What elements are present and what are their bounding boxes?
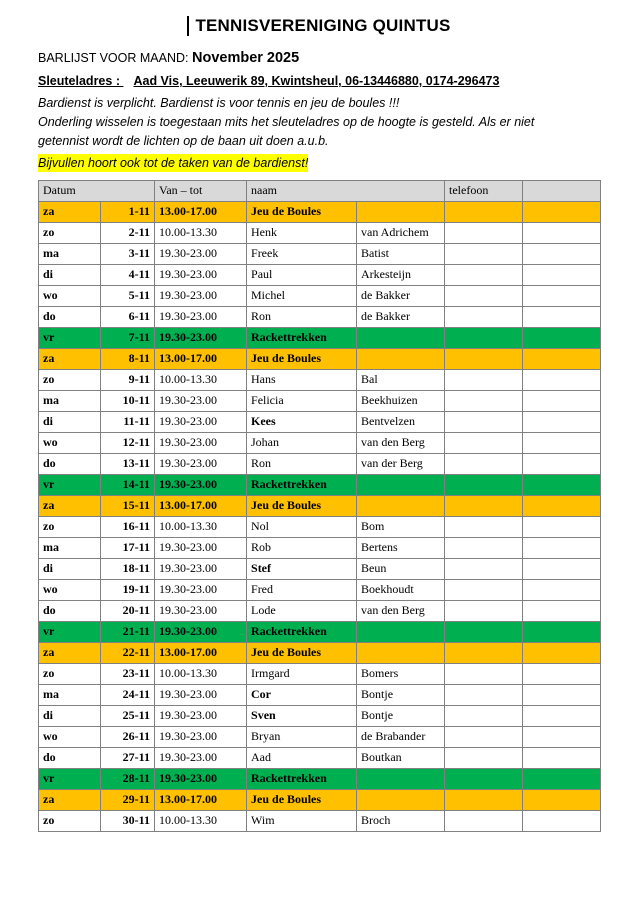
cell-phone (445, 558, 523, 579)
table-row[interactable] (39, 411, 601, 432)
cell-phone (445, 768, 523, 789)
note-line-1: Bardienst is verplicht. Bardienst is voor tennis en jeu de boules !!! (38, 96, 400, 111)
cell-firstname: Paul (247, 264, 357, 285)
table-row[interactable] (39, 600, 601, 621)
cell-phone (445, 642, 523, 663)
cell-time: 19.30-23.00 (155, 705, 247, 726)
cell-extra (523, 495, 601, 516)
table-row[interactable] (39, 222, 601, 243)
cell-extra (523, 642, 601, 663)
cell-weekday: zo (39, 810, 101, 831)
table-row[interactable] (39, 327, 601, 348)
cell-firstname: Bryan (247, 726, 357, 747)
cell-firstname: Sven (247, 705, 357, 726)
cell-phone (445, 306, 523, 327)
cell-lastname (357, 789, 445, 810)
cell-lastname: van den Berg (357, 600, 445, 621)
cell-weekday: zo (39, 369, 101, 390)
table-row[interactable] (39, 453, 601, 474)
cell-lastname: Boutkan (357, 747, 445, 768)
cell-firstname: Henk (247, 222, 357, 243)
cell-time: 19.30-23.00 (155, 432, 247, 453)
cell-phone (445, 222, 523, 243)
cell-time: 10.00-13.30 (155, 516, 247, 537)
cell-firstname: Jeu de Boules (247, 348, 357, 369)
cell-date: 9-11 (101, 369, 155, 390)
table-row[interactable] (39, 705, 601, 726)
cell-lastname: de Brabander (357, 726, 445, 747)
cell-firstname: Nol (247, 516, 357, 537)
cell-phone (445, 201, 523, 222)
cell-firstname: Ron (247, 453, 357, 474)
cell-extra (523, 684, 601, 705)
cell-firstname: Felicia (247, 390, 357, 411)
cell-date: 5-11 (101, 285, 155, 306)
cell-phone (445, 621, 523, 642)
cell-lastname: Boekhoudt (357, 579, 445, 600)
cell-phone (445, 600, 523, 621)
document-meta (38, 48, 600, 172)
cell-weekday: vr (39, 768, 101, 789)
cell-time: 10.00-13.30 (155, 810, 247, 831)
cell-lastname (357, 348, 445, 369)
cell-date: 26-11 (101, 726, 155, 747)
cell-date: 10-11 (101, 390, 155, 411)
cell-time: 19.30-23.00 (155, 600, 247, 621)
cell-extra (523, 411, 601, 432)
cell-phone (445, 390, 523, 411)
table-row[interactable] (39, 579, 601, 600)
cell-weekday: wo (39, 579, 101, 600)
table-row[interactable] (39, 642, 601, 663)
cell-extra (523, 222, 601, 243)
cell-date: 17-11 (101, 537, 155, 558)
table-row[interactable] (39, 285, 601, 306)
cell-weekday: di (39, 264, 101, 285)
cell-time: 10.00-13.30 (155, 369, 247, 390)
cell-date: 15-11 (101, 495, 155, 516)
cell-lastname: Bal (357, 369, 445, 390)
cell-extra (523, 306, 601, 327)
table-row[interactable] (39, 810, 601, 831)
cell-weekday: za (39, 789, 101, 810)
cell-firstname: Rackettrekken (247, 621, 357, 642)
cell-extra (523, 621, 601, 642)
cell-date: 30-11 (101, 810, 155, 831)
cell-firstname: Freek (247, 243, 357, 264)
schedule-table (38, 180, 601, 832)
cell-lastname: Arkesteijn (357, 264, 445, 285)
cell-date: 16-11 (101, 516, 155, 537)
cell-date: 8-11 (101, 348, 155, 369)
cell-time: 19.30-23.00 (155, 474, 247, 495)
cell-lastname: Bontje (357, 684, 445, 705)
cell-phone (445, 474, 523, 495)
cell-date: 1-11 (101, 201, 155, 222)
cell-date: 3-11 (101, 243, 155, 264)
cell-extra (523, 747, 601, 768)
cell-extra (523, 558, 601, 579)
cell-extra (523, 390, 601, 411)
cell-time: 19.30-23.00 (155, 411, 247, 432)
table-row[interactable] (39, 348, 601, 369)
column-header-van-tot: Van – tot (155, 180, 247, 201)
cell-weekday: wo (39, 432, 101, 453)
cell-lastname: Bontje (357, 705, 445, 726)
cell-firstname: Rackettrekken (247, 327, 357, 348)
bar-month-line (38, 48, 600, 69)
cell-date: 19-11 (101, 579, 155, 600)
cell-time: 19.30-23.00 (155, 684, 247, 705)
cell-firstname: Stef (247, 558, 357, 579)
table-row[interactable] (39, 621, 601, 642)
cell-time: 19.30-23.00 (155, 579, 247, 600)
cell-lastname: Bentvelzen (357, 411, 445, 432)
table-row[interactable] (39, 747, 601, 768)
cell-phone (445, 369, 523, 390)
column-header-extra (523, 180, 601, 201)
cell-firstname: Jeu de Boules (247, 642, 357, 663)
table-row[interactable] (39, 243, 601, 264)
table-row[interactable] (39, 201, 601, 222)
cell-weekday: do (39, 600, 101, 621)
cell-lastname: Broch (357, 810, 445, 831)
cell-date: 23-11 (101, 663, 155, 684)
cell-lastname: de Bakker (357, 285, 445, 306)
cell-time: 19.30-23.00 (155, 264, 247, 285)
cell-firstname: Rackettrekken (247, 474, 357, 495)
cell-lastname: Beekhuizen (357, 390, 445, 411)
table-row[interactable] (39, 369, 601, 390)
cell-date: 28-11 (101, 768, 155, 789)
highlight-note: Bijvullen hoort ook tot de taken van de bardienst! (38, 154, 308, 172)
cell-lastname: Bom (357, 516, 445, 537)
bar-list-label: BARLIJST VOOR MAAND: (38, 51, 189, 65)
cell-weekday: ma (39, 684, 101, 705)
table-row[interactable] (39, 264, 601, 285)
cell-date: 6-11 (101, 306, 155, 327)
cell-lastname (357, 495, 445, 516)
cell-extra (523, 789, 601, 810)
cell-lastname: Bertens (357, 537, 445, 558)
note-line-2: Onderling wisselen is toegestaan mits het sleuteladres op de hoogte is gesteld. Als er niet (38, 115, 535, 130)
cell-lastname (357, 621, 445, 642)
cell-date: 4-11 (101, 264, 155, 285)
cell-time: 19.30-23.00 (155, 327, 247, 348)
title-row (38, 16, 600, 36)
cell-extra (523, 348, 601, 369)
cell-phone (445, 411, 523, 432)
cell-date: 21-11 (101, 621, 155, 642)
cell-lastname (357, 201, 445, 222)
cell-extra (523, 474, 601, 495)
cell-date: 7-11 (101, 327, 155, 348)
cell-weekday: zo (39, 663, 101, 684)
table-row[interactable] (39, 537, 601, 558)
cell-extra (523, 516, 601, 537)
cell-time: 19.30-23.00 (155, 558, 247, 579)
cell-firstname: Jeu de Boules (247, 201, 357, 222)
cell-extra (523, 663, 601, 684)
cell-weekday: zo (39, 222, 101, 243)
cell-firstname: Wim (247, 810, 357, 831)
table-row[interactable] (39, 663, 601, 684)
cell-time: 10.00-13.30 (155, 663, 247, 684)
cell-time: 19.30-23.00 (155, 537, 247, 558)
cell-extra (523, 432, 601, 453)
cell-phone (445, 747, 523, 768)
key-address-label: Sleuteladres : (38, 74, 120, 89)
cell-time: 19.30-23.00 (155, 453, 247, 474)
cell-weekday: di (39, 411, 101, 432)
cell-firstname: Aad (247, 747, 357, 768)
cell-time: 19.30-23.00 (155, 285, 247, 306)
cell-weekday: do (39, 747, 101, 768)
cell-phone (445, 810, 523, 831)
table-header-row (39, 180, 601, 201)
cell-lastname: Bomers (357, 663, 445, 684)
cell-lastname: van den Berg (357, 432, 445, 453)
cell-time: 13.00-17.00 (155, 201, 247, 222)
cell-weekday: ma (39, 243, 101, 264)
cell-firstname: Michel (247, 285, 357, 306)
cell-firstname: Hans (247, 369, 357, 390)
table-row[interactable] (39, 495, 601, 516)
cell-extra (523, 201, 601, 222)
cell-extra (523, 369, 601, 390)
cell-date: 24-11 (101, 684, 155, 705)
cell-weekday: vr (39, 474, 101, 495)
cell-weekday: ma (39, 537, 101, 558)
cell-lastname (357, 327, 445, 348)
cell-time: 19.30-23.00 (155, 726, 247, 747)
cell-phone (445, 726, 523, 747)
cell-firstname: Fred (247, 579, 357, 600)
table-row[interactable] (39, 516, 601, 537)
cell-date: 27-11 (101, 747, 155, 768)
cell-phone (445, 432, 523, 453)
cell-weekday: di (39, 558, 101, 579)
cell-lastname: Beun (357, 558, 445, 579)
cell-weekday: di (39, 705, 101, 726)
cell-lastname: Batist (357, 243, 445, 264)
table-row[interactable] (39, 474, 601, 495)
cell-phone (445, 285, 523, 306)
cell-phone (445, 348, 523, 369)
cell-phone (445, 327, 523, 348)
cell-extra (523, 768, 601, 789)
cell-extra (523, 579, 601, 600)
cell-firstname: Kees (247, 411, 357, 432)
cell-weekday: wo (39, 726, 101, 747)
cell-lastname: van Adrichem (357, 222, 445, 243)
column-header-naam: naam (247, 180, 445, 201)
cell-weekday: vr (39, 327, 101, 348)
table-row[interactable] (39, 306, 601, 327)
cell-extra (523, 810, 601, 831)
table-row[interactable] (39, 789, 601, 810)
cell-phone (445, 579, 523, 600)
cell-extra (523, 327, 601, 348)
table-row[interactable] (39, 432, 601, 453)
cell-firstname: Cor (247, 684, 357, 705)
cell-date: 22-11 (101, 642, 155, 663)
month-value: November 2025 (191, 50, 300, 66)
cell-phone (445, 264, 523, 285)
table-row[interactable] (39, 558, 601, 579)
cell-extra (523, 243, 601, 264)
cell-phone (445, 537, 523, 558)
cell-extra (523, 537, 601, 558)
table-row[interactable] (39, 684, 601, 705)
cell-date: 11-11 (101, 411, 155, 432)
note-line-3: getennist wordt de lichten op de baan uit doen a.u.b. (38, 134, 329, 149)
cell-firstname: Jeu de Boules (247, 789, 357, 810)
cell-weekday: ma (39, 390, 101, 411)
cell-firstname: Rackettrekken (247, 768, 357, 789)
cell-date: 25-11 (101, 705, 155, 726)
cell-weekday: do (39, 453, 101, 474)
cell-weekday: za (39, 495, 101, 516)
cell-date: 20-11 (101, 600, 155, 621)
cell-extra (523, 285, 601, 306)
cell-firstname: Jeu de Boules (247, 495, 357, 516)
cell-firstname: Irmgard (247, 663, 357, 684)
cell-lastname: de Bakker (357, 306, 445, 327)
cell-lastname: van der Berg (357, 453, 445, 474)
cell-lastname (357, 642, 445, 663)
cell-weekday: za (39, 201, 101, 222)
cell-extra (523, 705, 601, 726)
cell-time: 13.00-17.00 (155, 789, 247, 810)
cell-time: 13.00-17.00 (155, 348, 247, 369)
key-address-value: Aad Vis, Leeuwerik 89, Kwintsheul, 06-13446880, 0174-296473 (133, 74, 500, 89)
cell-phone (445, 516, 523, 537)
cell-time: 10.00-13.30 (155, 222, 247, 243)
table-row[interactable] (39, 768, 601, 789)
cell-date: 14-11 (101, 474, 155, 495)
cell-time: 13.00-17.00 (155, 642, 247, 663)
cell-phone (445, 684, 523, 705)
cell-firstname: Lode (247, 600, 357, 621)
cell-date: 13-11 (101, 453, 155, 474)
cell-phone (445, 243, 523, 264)
table-row[interactable] (39, 726, 601, 747)
page-title: TENNISVERENIGING QUINTUS (187, 16, 450, 36)
key-address-line (38, 72, 600, 90)
cell-weekday: za (39, 642, 101, 663)
cell-date: 12-11 (101, 432, 155, 453)
cell-firstname: Ron (247, 306, 357, 327)
cell-weekday: za (39, 348, 101, 369)
cell-phone (445, 495, 523, 516)
cell-extra (523, 600, 601, 621)
cell-date: 29-11 (101, 789, 155, 810)
cell-extra (523, 453, 601, 474)
cell-lastname (357, 474, 445, 495)
cell-extra (523, 264, 601, 285)
cell-phone (445, 453, 523, 474)
cell-weekday: zo (39, 516, 101, 537)
cell-time: 19.30-23.00 (155, 243, 247, 264)
cell-time: 13.00-17.00 (155, 495, 247, 516)
cell-time: 19.30-23.00 (155, 768, 247, 789)
cell-weekday: vr (39, 621, 101, 642)
cell-date: 18-11 (101, 558, 155, 579)
cell-weekday: wo (39, 285, 101, 306)
column-header-telefoon: telefoon (445, 180, 523, 201)
cell-time: 19.30-23.00 (155, 306, 247, 327)
cell-lastname (357, 768, 445, 789)
table-row[interactable] (39, 390, 601, 411)
schedule-table-body (39, 201, 601, 831)
cell-date: 2-11 (101, 222, 155, 243)
cell-extra (523, 726, 601, 747)
cell-weekday: do (39, 306, 101, 327)
cell-time: 19.30-23.00 (155, 621, 247, 642)
cell-firstname: Johan (247, 432, 357, 453)
cell-phone (445, 663, 523, 684)
column-header-datum: Datum (39, 180, 155, 201)
cell-phone (445, 789, 523, 810)
cell-time: 19.30-23.00 (155, 390, 247, 411)
cell-firstname: Rob (247, 537, 357, 558)
cell-phone (445, 705, 523, 726)
cell-time: 19.30-23.00 (155, 747, 247, 768)
